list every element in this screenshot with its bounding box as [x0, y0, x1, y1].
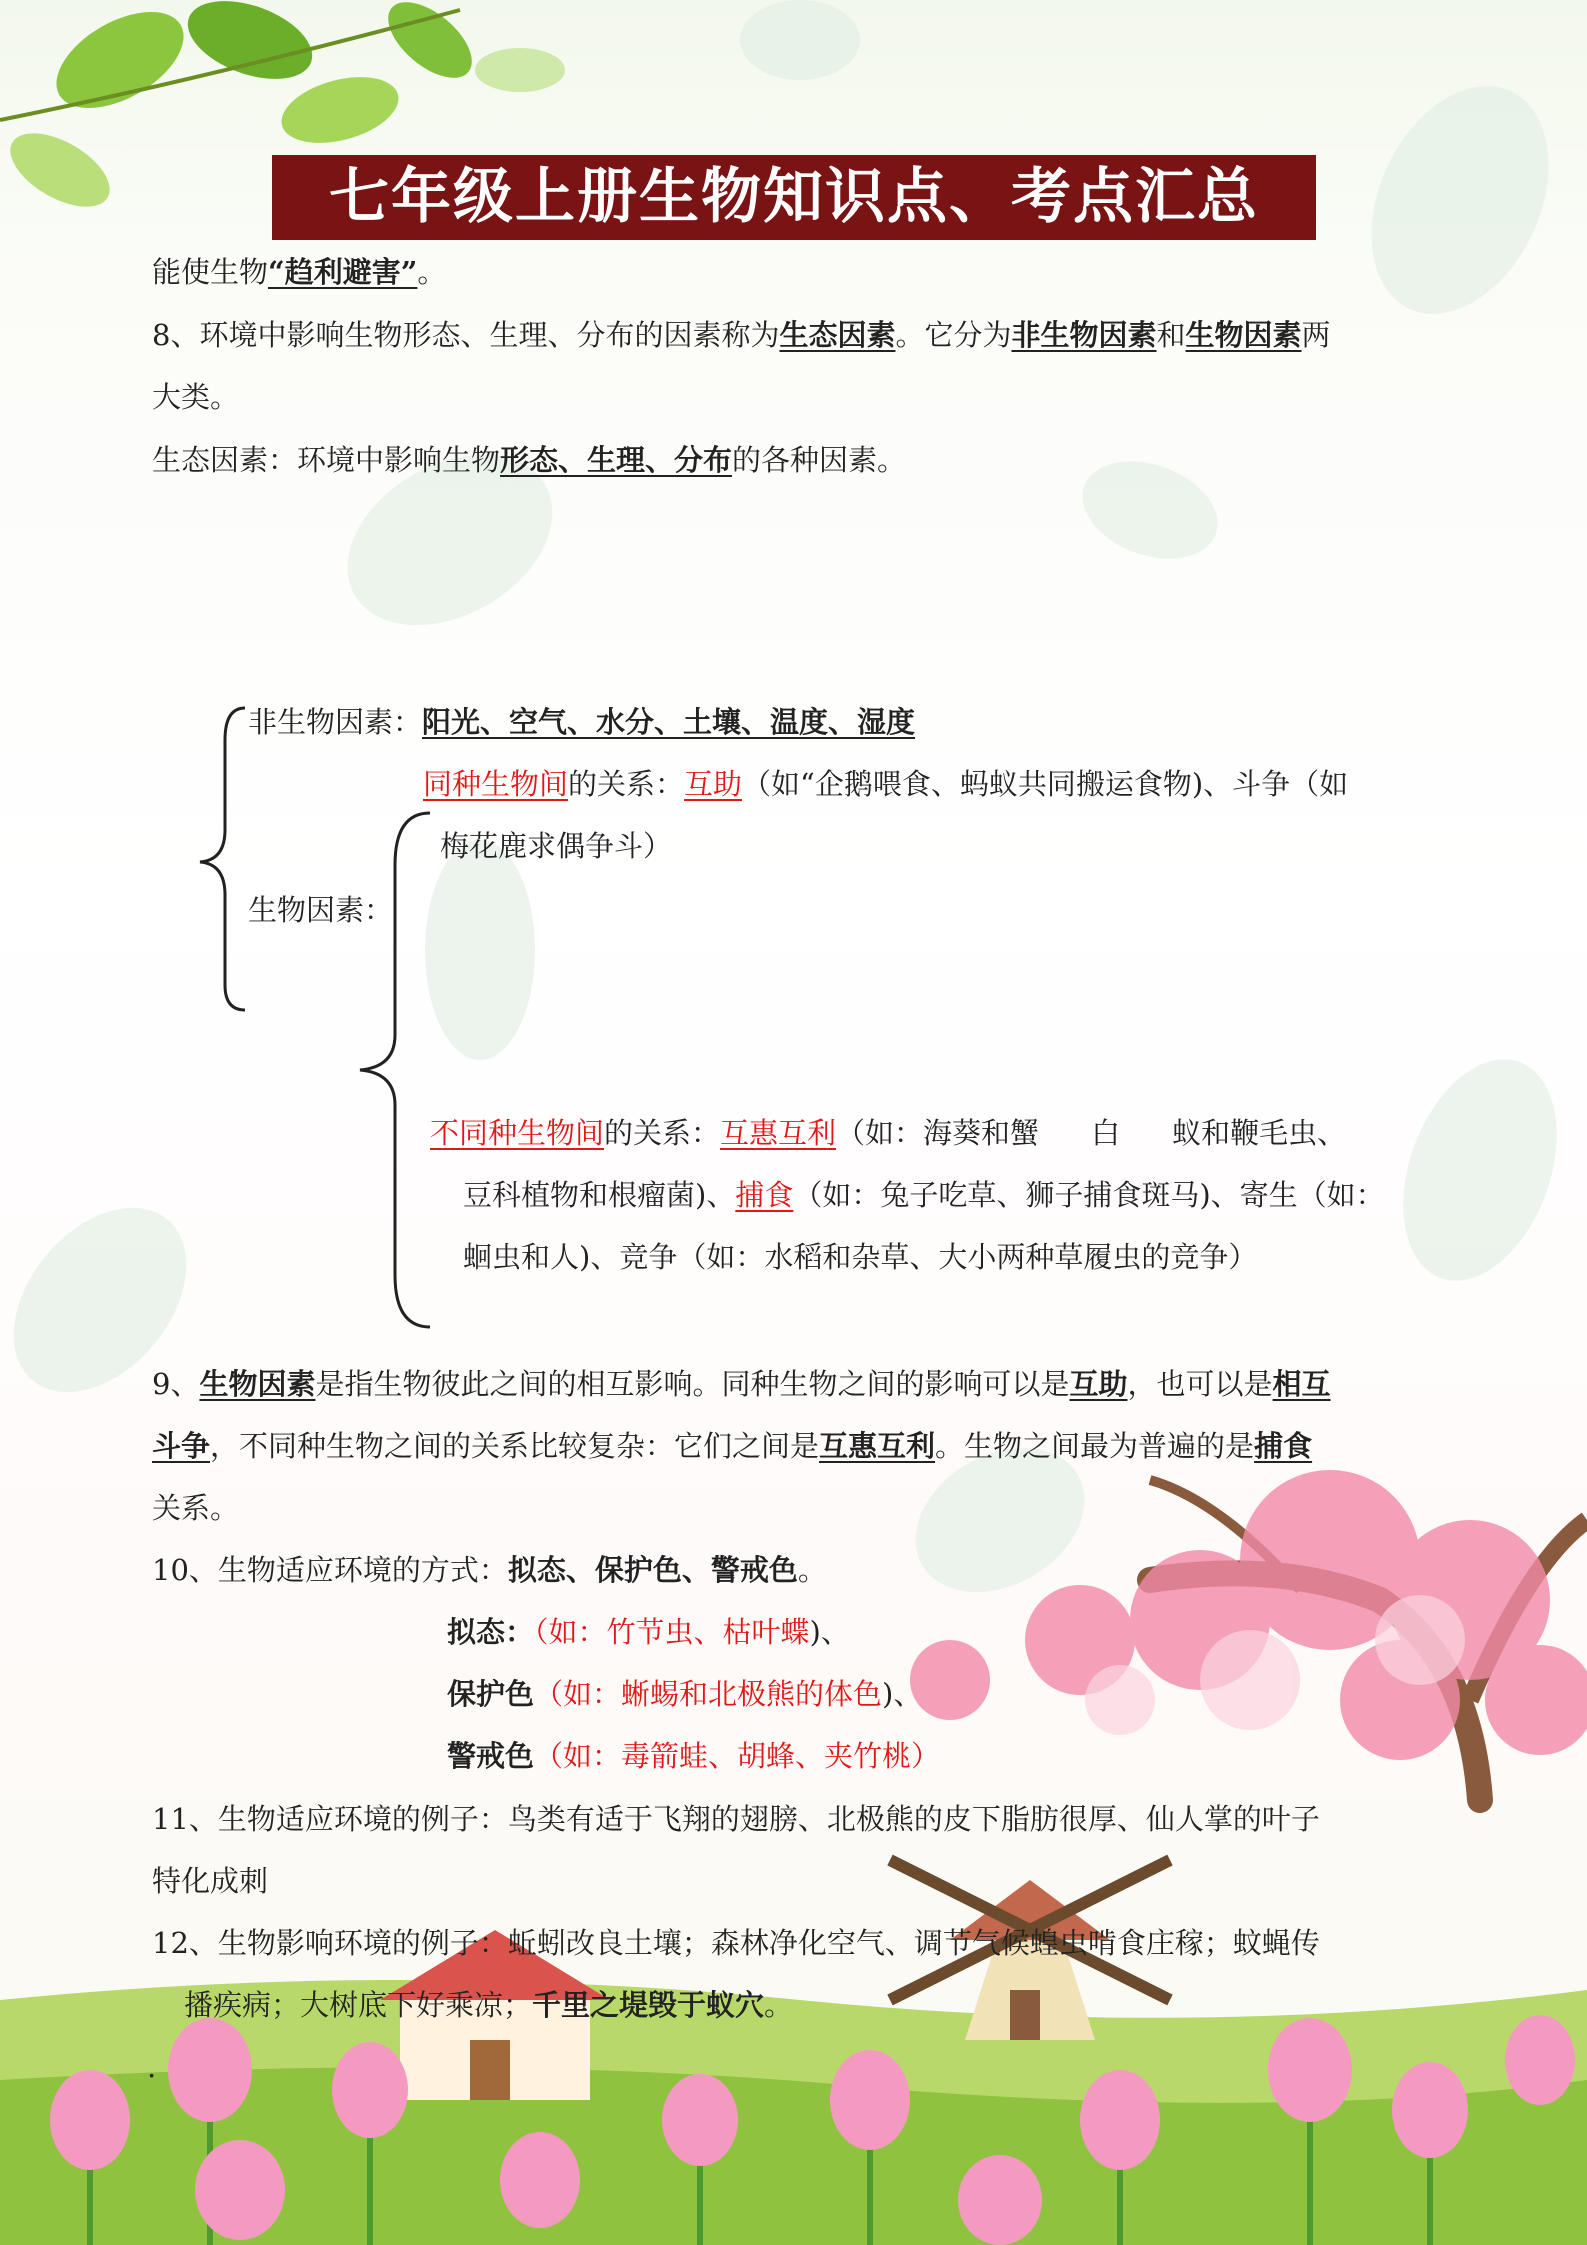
abiotic-label: 非生物因素：	[248, 705, 423, 739]
keyword-underlined: 形态、生理、分布	[500, 443, 733, 477]
trailing-dot: .	[147, 2050, 157, 2084]
paragraph-11-line-2: 特化成刺	[152, 1864, 269, 1898]
text-span: 。	[417, 255, 447, 289]
paragraph-8-line-1	[152, 315, 1331, 355]
example-red: （如：毒箭蛙、胡蜂、夹竹桃）	[534, 1739, 941, 1773]
text-span: 播疾病；大树底下好乘凉；	[184, 1988, 533, 2022]
text-span: 9、	[152, 1367, 200, 1401]
paragraph-11-line-1: 11、生物适应环境的例子：鸟类有适于飞翔的翅膀、北极熊的皮下脂肪很厚、仙人掌的叶子	[152, 1802, 1320, 1836]
abiotic-items: 阳光、空气、水分、土壤、温度、湿度	[422, 705, 916, 739]
paragraph-12-line-2	[184, 1985, 793, 2025]
intro-line	[152, 252, 446, 292]
paragraph-10-line-1	[152, 1550, 827, 1590]
keyword-underlined: 生态因素	[779, 318, 896, 352]
keyword-red: 互惠互利	[720, 1116, 837, 1150]
text-span: 8、环境中影响生物形态、生理、分布的因素称为	[152, 318, 780, 352]
keyword-underlined: 非生物因素	[1011, 318, 1157, 352]
text-span: 是指生物彼此之间的相互影响。同种生物之间的影响可以是	[315, 1367, 1070, 1401]
keyword-bold: 千里之堤毁于蚁穴	[532, 1988, 765, 2022]
keyword-red: 互助	[684, 767, 743, 801]
text-span: （如：兔子吃草、狮子捕食斑马)、寄生（如：	[793, 1178, 1385, 1212]
keyword-underlined: 斗争	[152, 1429, 211, 1463]
document-title: 七年级上册生物知识点、考点汇总	[272, 155, 1316, 240]
mimicry-line	[447, 1612, 850, 1652]
paragraph-9-line-3: 关系。	[152, 1491, 240, 1525]
keyword-underlined: 互惠互利	[819, 1429, 936, 1463]
diff-species-line-1	[430, 1113, 1346, 1153]
biotic-label: 生物因素：	[248, 893, 394, 927]
text-span: ，也可以是	[1127, 1367, 1273, 1401]
text-span: 豆科植物和根瘤菌)、	[463, 1178, 736, 1212]
keyword-underlined: 相互	[1272, 1367, 1331, 1401]
keyword-bold: 拟态：	[447, 1615, 535, 1649]
paragraph-9-line-2	[152, 1426, 1312, 1466]
keyword-underlined: 捕食	[1254, 1429, 1313, 1463]
keyword-underlined: 生物因素	[199, 1367, 316, 1401]
eco-factor-definition	[152, 440, 906, 480]
text-span: 的关系：	[568, 767, 685, 801]
keyword-underlined: “趋利避害”	[268, 255, 418, 289]
keyword-underlined: 生物因素	[1185, 318, 1302, 352]
text-span: 10、生物适应环境的方式：	[152, 1553, 508, 1587]
text-span: 两	[1301, 318, 1331, 352]
text-span: 的关系：	[604, 1116, 721, 1150]
warning-color-line	[447, 1736, 940, 1776]
keyword-bold: 保护色	[447, 1677, 535, 1711]
text-span: 。	[797, 1553, 827, 1587]
text-span: 。生物之间最为普遍的是	[935, 1429, 1255, 1463]
keyword-bold: 警戒色	[447, 1739, 535, 1773]
text-span: ，不同种生物之间的关系比较复杂：它们之间是	[210, 1429, 820, 1463]
text-span: 能使生物	[152, 255, 269, 289]
paragraph-12-line-1: 12、生物影响环境的例子：蚯蚓改良土壤；森林净化空气、调节气候蝗虫啃食庄稼；蚊蝇传	[152, 1926, 1320, 1960]
text-span: 。它分为	[895, 318, 1012, 352]
text-span: )、	[882, 1677, 923, 1711]
keyword-red: 不同种生物间	[430, 1116, 605, 1150]
example-red: （如：竹节虫、枯叶蝶	[534, 1615, 810, 1649]
text-span: 蚁和鞭毛虫、	[1172, 1116, 1347, 1150]
keyword-bold: 拟态、保护色、警戒色	[507, 1553, 798, 1587]
paragraph-9-line-1	[152, 1364, 1331, 1404]
outer-brace	[190, 700, 280, 1020]
text-span: 白	[1091, 1116, 1121, 1150]
text-span: )、	[809, 1615, 850, 1649]
abiotic-factors	[248, 702, 915, 742]
keyword-red: 捕食	[735, 1178, 794, 1212]
diff-species-line-2	[463, 1175, 1385, 1215]
text-span: 的各种因素。	[732, 443, 907, 477]
inner-brace	[345, 805, 435, 1335]
text-span: （如“企鹅喂食、蚂蚁共同搬运食物)、斗争（如	[742, 767, 1349, 801]
text-span: 生态因素：环境中影响生物	[152, 443, 501, 477]
protective-color-line	[447, 1674, 922, 1714]
diff-species-line-3: 蛔虫和人)、竞争（如：水稻和杂草、大小两种草履虫的竞争）	[463, 1240, 1258, 1274]
text-span: 和	[1156, 318, 1186, 352]
keyword-red: 同种生物间	[423, 767, 569, 801]
same-species-line-1	[423, 764, 1348, 804]
paragraph-8-line-2: 大类。	[152, 380, 240, 414]
same-species-line-2: 梅花鹿求偶争斗）	[440, 829, 673, 863]
text-span: （如：海葵和蟹	[836, 1116, 1040, 1150]
example-red: （如：蜥蜴和北极熊的体色	[534, 1677, 883, 1711]
keyword-underlined: 互助	[1069, 1367, 1128, 1401]
text-span: 。	[764, 1988, 794, 2022]
